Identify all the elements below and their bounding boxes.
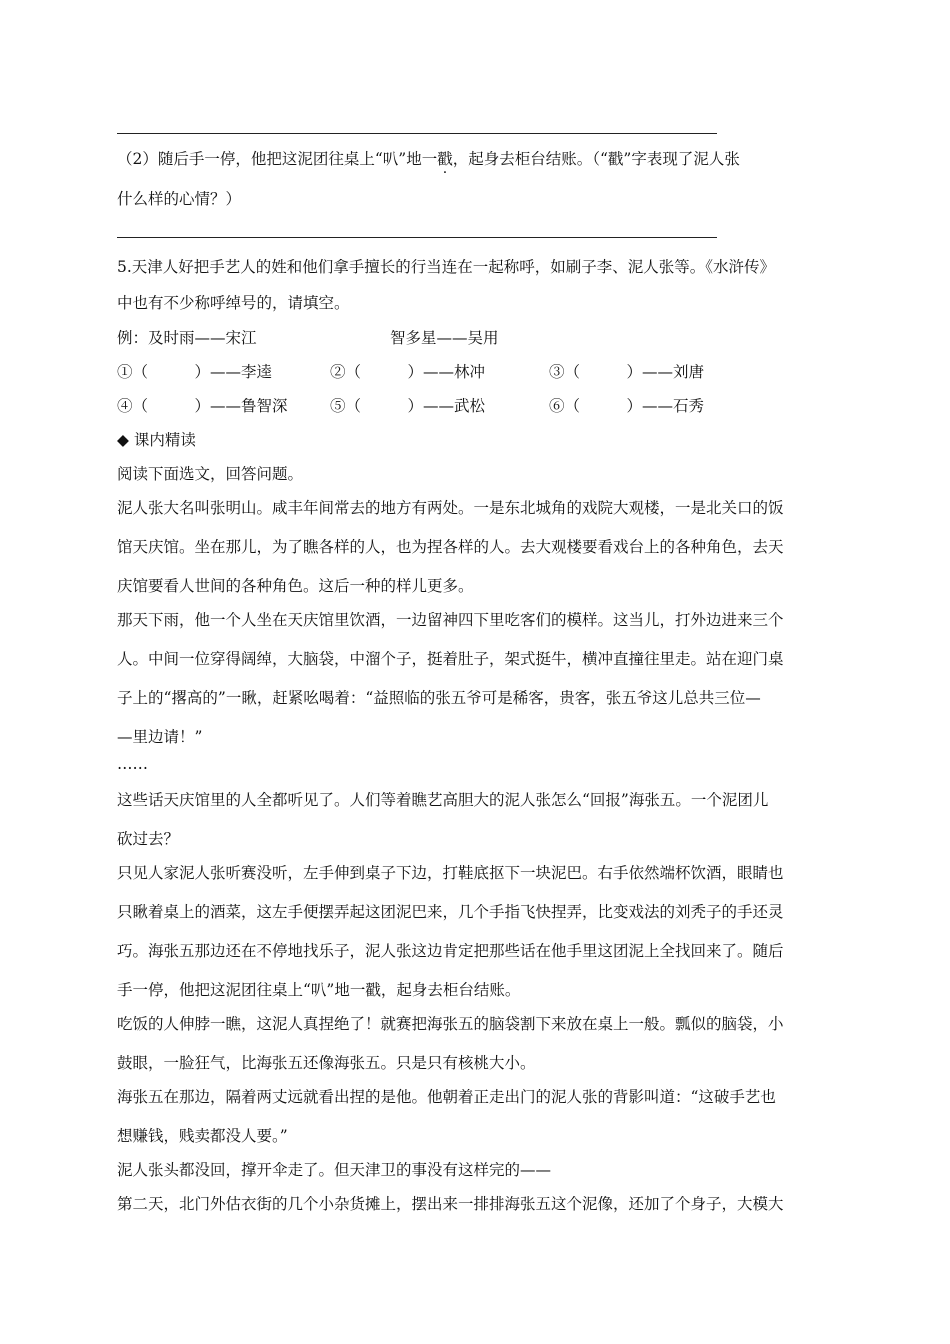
fill-item: ⑤（ ）——武松 bbox=[330, 397, 486, 415]
question-4-2-line1 bbox=[117, 149, 740, 169]
passage-line: 巧。海张五那边还在不停地找乐子，泥人张这边肯定把那些话在他手里这团泥上全找回来了。随后 bbox=[117, 942, 784, 960]
passage-line: 泥人张大名叫张明山。咸丰年间常去的地方有两处。一是东北城角的戏院大观楼，一是北关口的饭 bbox=[117, 499, 784, 517]
passage-line: 想赚钱，贱卖都没人要。” bbox=[117, 1127, 288, 1145]
passage-line: 第二天，北门外估衣街的几个小杂货摊上，摆出来一排排海张五这个泥像，还加了个身子，大模大 bbox=[117, 1195, 784, 1213]
fill-item: ④（ ）——鲁智深 bbox=[117, 397, 288, 415]
passage-line: 那天下雨，他一个人坐在天庆馆里饮酒，一边留神四下里吃客们的模样。这当儿，打外边进来三个 bbox=[117, 611, 784, 629]
section-heading: ◆ 课内精读 bbox=[117, 431, 196, 449]
passage-line: 手一停，他把这泥团往桌上“叭”地一戳，起身去柜台结账。 bbox=[117, 981, 521, 999]
example-a: 例：及时雨——宋江 bbox=[117, 329, 257, 347]
ellipsis: …… bbox=[117, 755, 148, 773]
passage-line: 鼓眼，一脸狂气，比海张五还像海张五。只是只有核桃大小。 bbox=[117, 1054, 536, 1072]
passage-line: 人。中间一位穿得阔绰，大脑袋，中溜个子，挺着肚子，架式挺牛，横冲直撞往里走。站在迎门桌 bbox=[117, 650, 784, 668]
emphasis-dotted-character: 戳 bbox=[437, 150, 453, 168]
passage-line: 只见人家泥人张听赛没听，左手伸到桌子下边，打鞋底抠下一块泥巴。右手依然端杯饮酒，眼睛也 bbox=[117, 864, 784, 882]
passage-line: 只瞅着桌上的酒菜，这左手便摆弄起这团泥巴来，几个手指飞快捏弄，比变戏法的刘秃子的手还灵 bbox=[117, 903, 784, 921]
question-text: ，起身去柜台结账。（“戳”字表现了泥人张 bbox=[452, 150, 740, 168]
question-4-2-line2: 什么样的心情？） bbox=[117, 190, 242, 208]
passage-line: 这些话天庆馆里的人全都听见了。人们等着瞧艺高胆大的泥人张怎么“回报”海张五。一个泥团儿 bbox=[117, 791, 769, 809]
passage-line: 庆馆要看人世间的各种角色。这后一种的样儿更多。 bbox=[117, 577, 474, 595]
answer-line bbox=[117, 133, 717, 134]
passage-line: —里边请！” bbox=[117, 728, 203, 746]
fill-item: ①（ ）——李逵 bbox=[117, 363, 273, 381]
example-b: 智多星——吴用 bbox=[390, 329, 499, 347]
question-5-line2: 中也有不少称呼绰号的，请填空。 bbox=[117, 294, 350, 312]
fill-item: ②（ ）——林冲 bbox=[330, 363, 486, 381]
passage-line: 吃饭的人伸脖一瞧，这泥人真捏绝了！就赛把海张五的脑袋割下来放在桌上一般。瓢似的脑袋，小 bbox=[117, 1015, 784, 1033]
passage-line: 馆天庆馆。坐在那儿，为了瞧各样的人，也为捏各样的人。去大观楼要看戏台上的各种角色，去天 bbox=[117, 538, 784, 556]
fill-item: ⑥（ ）——石秀 bbox=[549, 397, 705, 415]
passage-line: 砍过去？ bbox=[117, 830, 180, 848]
fill-item: ③（ ）——刘唐 bbox=[549, 363, 705, 381]
answer-line bbox=[117, 237, 717, 238]
question-5-line1: 5.天津人好把手艺人的姓和他们拿手擅长的行当连在一起称呼，如刷子李、泥人张等。《水浒传》 bbox=[117, 258, 776, 276]
reading-instruction: 阅读下面选文，回答问题。 bbox=[117, 465, 304, 483]
passage-line: 海张五在那边，隔着两丈远就看出捏的是他。他朝着正走出门的泥人张的背影叫道：“这破手艺也 bbox=[117, 1088, 776, 1106]
question-text: （2）随后手一停，他把这泥团往桌上“叭”地一 bbox=[117, 150, 438, 168]
passage-line: 子上的“撂高的”一瞅，赶紧吆喝着：“益照临的张五爷可是稀客，贵客，张五爷这儿总共三位— bbox=[117, 689, 761, 707]
passage-line: 泥人张头都没回，撑开伞走了。但天津卫的事没有这样完的—— bbox=[117, 1161, 552, 1179]
